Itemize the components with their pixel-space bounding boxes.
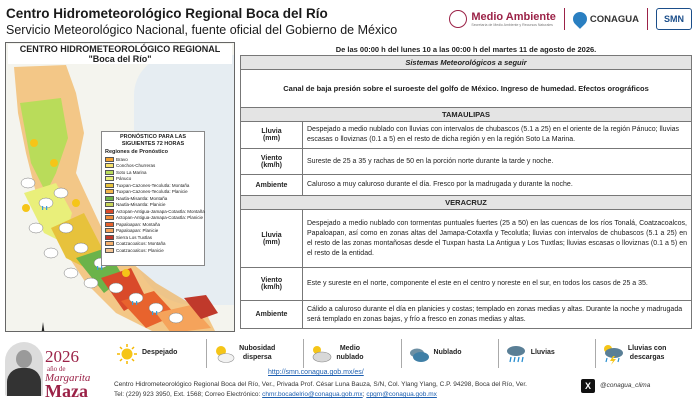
wind-label [241, 268, 303, 301]
medio-ambiente-small-label: Secretaría de Medio Ambiente y Recursos Naturales [471, 22, 553, 27]
tamaulipas-rain: Despejado a medio nublado con lluvias con intervalos de chubascos (5.1 a 25) en el oriente de la región Pánuco; lluvias escasas o lloviznas (0.1 a 5) en el resto de dicha región y en la región Soto La Marina. [303, 122, 692, 149]
margarita-maza-badge [3, 340, 109, 398]
compass-icon [26, 321, 60, 332]
footer-address: Centro Hidrometeorológico Regional Boca del Río, Ver., Privada Prof. César Luna Bauza, S/N, Col. Ylang Ylang, C.P. 94298, Boca del Río, Ver. [114, 381, 527, 388]
wind-label-line1: Viento [260, 154, 283, 162]
legend-item-label: Nautla-Misantla: Planicie [116, 202, 166, 208]
legend-item-label: Conchos-Churreras [116, 163, 156, 169]
forecast-date: De las 00:00 h del lunes 10 a las 00:00 h del martes 11 de agosto de 2026. [335, 45, 597, 54]
legend-nublado [402, 339, 499, 368]
email-link-cpgm[interactable]: cpgm@conagua.gob.mx [366, 391, 437, 398]
legend-item-label: Tuxpan-Cazones-Tecolutla: Planicie [116, 189, 188, 195]
rain-label-line2: (mm) [262, 238, 281, 246]
legend-swatch [105, 176, 114, 181]
map-title-line2: "Boca del Río" [88, 54, 152, 64]
wind-label-line1: Viento [260, 277, 283, 284]
rain-icon [505, 343, 527, 365]
medio-ambiente-logo [449, 10, 556, 28]
wind-label [241, 149, 303, 175]
veracruz-heading: VERACRUZ [241, 196, 692, 210]
rain-label-line1: Lluvia [261, 128, 282, 135]
email-link-chmr[interactable]: chmr.bocadelrio@conagua.gob.mx [262, 391, 363, 398]
header-logos [449, 4, 692, 34]
forecast-map [5, 42, 235, 332]
map-legend [101, 131, 205, 266]
table-row [241, 301, 692, 329]
logo-divider [564, 8, 565, 30]
legend-label-line2: dispersa [242, 353, 272, 361]
sun-icon [116, 343, 138, 365]
x-logo-icon[interactable]: X [581, 379, 595, 393]
storm-icon [602, 343, 624, 365]
legend-swatch [105, 189, 114, 194]
legend-item-label: Tuxpan-Cazones-Tecolutla: Montaña [116, 182, 190, 188]
portrait-image [5, 342, 43, 396]
legend-swatch [105, 215, 114, 220]
legend-medio-nublado [304, 339, 401, 368]
badge-name-last: Maza [45, 381, 88, 400]
legend-item-label: Papaloapan: Montaña [116, 221, 161, 227]
legend-swatch [105, 235, 114, 240]
legend-lluvias [499, 339, 596, 368]
legend-item-label: Pánuco [116, 176, 132, 182]
legend-label-line1: Nublado [433, 349, 462, 357]
legend-swatch [105, 241, 114, 246]
legend-medio-nublado-label [336, 345, 363, 362]
map-title-line1: CENTRO HIDROMETEOROLÓGICO REGIONAL [19, 44, 221, 54]
legend-label-line1: Nubosidad [239, 345, 276, 352]
legend-label-line2: descargas [629, 353, 665, 361]
rain-label [241, 122, 303, 149]
legend-label-line1: Medio [339, 345, 361, 352]
wind-label-line2: (km/h) [261, 161, 282, 169]
portrait-head [16, 350, 32, 368]
conagua-label: CONAGUA [589, 13, 639, 25]
table-row [241, 268, 692, 301]
legend-despejado-label [142, 349, 177, 358]
water-drop-icon [570, 9, 590, 29]
mexico-seal-icon [449, 10, 467, 28]
legend-swatch [105, 183, 114, 188]
badge-sub: año de [47, 365, 66, 373]
ambient-label: Ambiente [241, 175, 303, 196]
table-row [241, 175, 692, 196]
tamaulipas-heading: TAMAULIPAS [241, 108, 692, 122]
legend-item-label: Coatzacoalcos: Montaña [116, 241, 166, 247]
legend-label: Regiones de Pronóstico [105, 149, 168, 155]
legend-swatch [105, 248, 114, 253]
badge-name-first: Margarita [45, 372, 91, 384]
legend-nublado-label [434, 349, 462, 358]
legend-item [105, 208, 205, 215]
logo-divider [647, 8, 648, 30]
legend-item-label: Actopan-Antigua-Jamapa-Cotaxtla: Montaña [116, 208, 205, 214]
social-handle[interactable]: @conagua_clima [600, 382, 651, 389]
systems-heading: Sistemas Meteorológicos a seguir [241, 56, 692, 70]
table-row [241, 122, 692, 149]
table-row [241, 149, 692, 175]
legend-item [105, 215, 204, 222]
legend-item [105, 189, 201, 196]
map-title [8, 44, 232, 64]
forecast-table [240, 55, 692, 329]
legend-swatch [105, 202, 114, 207]
veracruz-ambient: Cálido a caluroso durante el día en planicies y costas; templado en zonas medias y altas. Durante la noche y madrugada será templado en zonas bajas, y frío a fresco en zonas medias y altas. [303, 301, 692, 329]
conagua-logo [573, 12, 639, 26]
legend-swatch [105, 228, 114, 233]
legend-swatch [105, 170, 114, 175]
tamaulipas-ambient: Caluroso a muy caluroso durante el día. Fresco por la madrugada y durante la noche. [303, 175, 692, 196]
legend-swatch [105, 157, 114, 162]
legend-descargas-label [628, 345, 667, 362]
veracruz-wind: Este y sureste en el norte, componente el este en el centro y noreste en el sur, en todos los casos de 25 a 35. [303, 268, 692, 301]
legend-swatch [105, 196, 114, 201]
veracruz-rain: Despejado a medio nublado con tormentas puntuales fuertes (25 a 50) en las cuencas de los ríos Tonalá, Coatzacoalcos, Papaloapan, así como en zonas altas del Jamapa-Cotaxtla y Tecolutla; lluvias con intervalos de chubascos (5.1 a 25) en el resto de las zonas montañosas desde el Tuxpan hasta La Antigua y Los Tuxtlas; lluvias escasas o lloviznas (0.1 a 5) en el resto de la entidad. [303, 210, 692, 268]
legend-swatch [105, 209, 114, 214]
badge-year: 2026 [45, 347, 79, 366]
legend-nubosidad-label [239, 345, 275, 362]
page-subtitle: Servicio Meteorológico Nacional, fuente oficial del Gobierno de México [6, 23, 398, 37]
table-row [241, 210, 692, 268]
legend-items [105, 156, 205, 254]
legend-lluvias-label [531, 349, 555, 358]
legend-item-label: Papaloapan: Planicie [116, 228, 159, 234]
systems-text: Canal de baja presión sobre el suroeste del golfo de México. Ingreso de humedad. Efectos orográficos [241, 70, 692, 108]
footer-contact [114, 391, 437, 398]
legend-heading: PRONÓSTICO PARA LAS SIGUIENTES 72 HORAS [119, 134, 186, 147]
page-title: Centro Hidrometeorológico Regional Boca del Río [6, 6, 328, 21]
legend-item-label: Nautla-Misantla: Montaña [116, 195, 168, 201]
smn-website-link[interactable]: http://smn.conagua.gob.mx/es/ [268, 369, 364, 376]
medio-ambiente-label: Medio Ambiente [471, 10, 556, 23]
portrait-body [7, 368, 41, 396]
tamaulipas-wind: Sureste de 25 a 35 y rachas de 50 en la porción norte durante la tarde y noche. [303, 149, 692, 175]
cloud-icon [408, 343, 430, 365]
legend-item [105, 182, 201, 189]
legend-nubosidad [207, 339, 304, 368]
legend-swatch [105, 222, 114, 227]
rain-label [241, 210, 303, 268]
footer-email-separator: ; [362, 391, 367, 398]
legend-descargas [596, 339, 692, 368]
smn-logo: SMN [656, 8, 692, 30]
legend-item-label: Coatzacoalcos: Planicie [116, 247, 164, 253]
ambient-label: Ambiente [241, 301, 303, 329]
sun-cloud-icon [213, 343, 235, 365]
legend-label-line1: Despejado [142, 349, 178, 357]
legend-item-label: Soto La Marina [116, 169, 147, 175]
weather-icons-legend [110, 339, 692, 368]
legend-label-line1: Lluvias [530, 349, 555, 357]
rain-label-line2: (mm) [262, 135, 281, 142]
legend-label-line1: Lluvias con [627, 345, 667, 352]
wind-label-line2: (km/h) [261, 284, 282, 291]
rain-label-line1: Lluvia [261, 231, 282, 239]
legend-item [105, 247, 201, 254]
footer-tel: Tel: (229) 923 3950, Ext. 1568; Correo Electrónico: [114, 391, 263, 398]
legend-label-line2: nublado [336, 353, 364, 361]
legend-item-label: Bravo [116, 156, 128, 162]
legend-despejado [110, 339, 207, 368]
legend-swatch [105, 163, 114, 168]
half-cloud-icon [310, 343, 332, 365]
legend-item-label: Sierra Los Tuxtlas [116, 234, 153, 240]
legend-item-label: Actopan-Antigua-Jamapa-Cotaxtla: Planicie [116, 215, 204, 221]
